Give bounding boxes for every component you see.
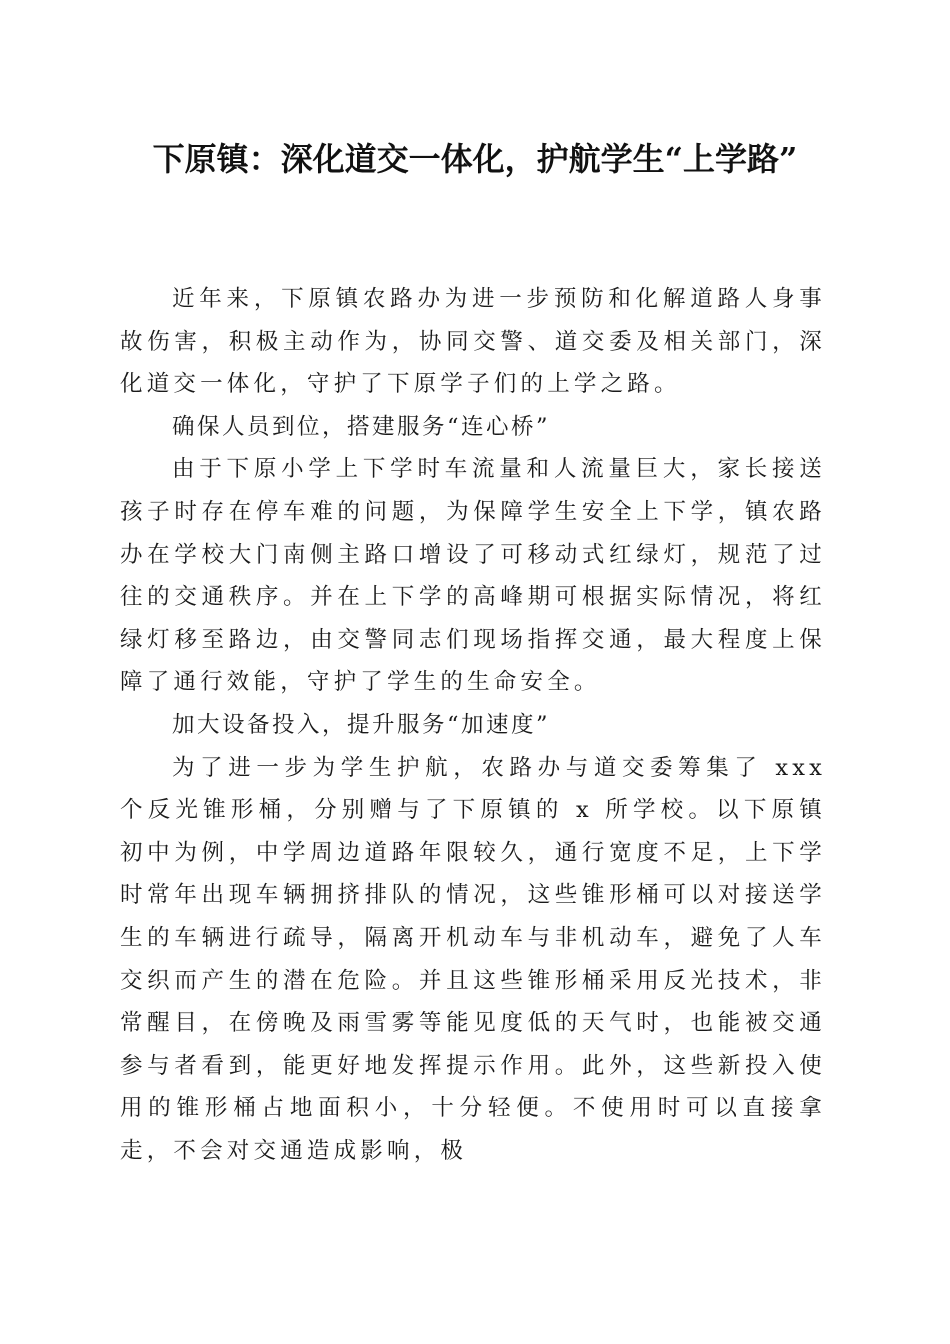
document-title: 下原镇：深化道交一体化，护航学生“上学路”	[152, 140, 798, 178]
document-body	[120, 278, 826, 1172]
section-heading-staff: 确保人员到位，搭建服务“连心桥”	[172, 413, 551, 440]
paragraph-traffic-cones: 为了进一步为学生护航，农路办与道交委筹集了 xxx 个反光锥形桶，分别赠与了下原镇的 x 所学校。以下原镇初中为例，中学周边道路年限较久，通行宽度不足，上下学时常年出现车辆拥挤排队的情况，这些锥形桶可以对接送学生的车辆进行疏导，隔离开机动车与非机动车，避免了人车交织而产生的潜在危险。并且这些锥形桶采用反光技术，非常醒目，在傍晚及雨雪雾等能见度低的天气时，也能被交通参与者看到，能更好地发挥提示作用。此外，这些新投入使用的锥形桶占地面积小，十分轻便。不使用时可以直接拿走，不会对交通造成影响，极	[120, 754, 826, 1164]
paragraph-intro: 近年来，下原镇农路办为进一步预防和化解道路人身事故伤害，积极主动作为，协同交警、道交委及相关部门，深化道交一体化，守护了下原学子们的上学之路。	[120, 286, 826, 398]
section-heading-equipment: 加大设备投入，提升服务“加速度”	[172, 711, 551, 738]
paragraph-traffic-lights: 由于下原小学上下学时车流量和人流量巨大，家长接送孩子时存在停车难的问题，为保障学生安全上下学，镇农路办在学校大门南侧主路口增设了可移动式红绿灯，规范了过往的交通秩序。并在上下学的高峰期可根据实际情况，将红绿灯移至路边，由交警同志们现场指挥交通，最大程度上保障了通行效能，守护了学生的生命安全。	[120, 456, 826, 696]
